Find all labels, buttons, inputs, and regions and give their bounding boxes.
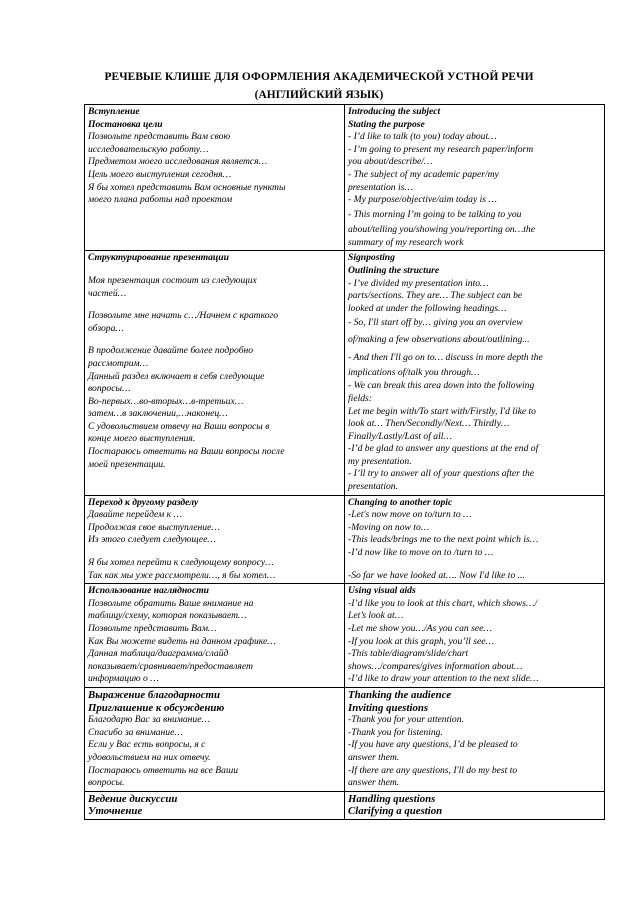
- phrase-line: показывает/сравнивает/предоставляет: [88, 660, 253, 672]
- cell-en-visual-aids: [345, 584, 605, 688]
- section-heading: Inviting questions: [348, 701, 429, 714]
- phrase-line: Так как мы уже рассмотрели…, я бы хотел…: [88, 569, 276, 581]
- phrase-line: Позвольте представить Вам свою: [88, 131, 231, 143]
- phrase-line: -Let me show you…/As you can see…: [348, 623, 492, 634]
- phrase-line: my presentation.: [348, 455, 412, 467]
- phrase-line: - I’m going to present my research paper/inform: [348, 143, 534, 155]
- phrase-line: look at… Then/Secondly/Next… Thirdly…: [348, 418, 510, 430]
- phrase-line: Если у Вас есть вопросы, я с: [88, 739, 206, 751]
- phrase-line: of/making a few observations about/outlining...: [348, 334, 530, 346]
- phrase-line: you about/describe/…: [348, 156, 433, 168]
- phrase-line: -Moving on now to…: [348, 521, 430, 533]
- phrase-line: -If there are any questions, I'll do my best to: [348, 764, 518, 776]
- phrase-line: обзора…: [88, 322, 124, 334]
- cell-en-thanks: [345, 687, 605, 791]
- cell-en-discussion: [345, 791, 605, 819]
- section-heading: Handling questions: [348, 792, 436, 805]
- phrase-line: конце моего выступления.: [88, 433, 196, 445]
- phrase-line: summary of my research work: [348, 236, 464, 248]
- phrase-line: удовольствием на них отвечу.: [88, 751, 211, 763]
- section-heading: Переход к другому разделу: [88, 496, 199, 508]
- phrase-line: Во-первых…во-вторых…в-третьих…: [88, 395, 244, 407]
- phrase-line: - This morning I’m going to be talking to you: [348, 208, 522, 220]
- phrase-line: - And then I'll go on to… discuss in more depth the: [348, 352, 543, 364]
- section-heading: Changing to another topic: [348, 496, 453, 508]
- phrase-line: -Let's now move on to/turn to …: [348, 509, 472, 521]
- cell-en-transition: [345, 495, 605, 584]
- document-title: [40, 68, 598, 104]
- phrase-line: -I’d now like to move on to /turn to …: [348, 547, 494, 559]
- section-heading: Ведение дискуссии: [88, 792, 178, 805]
- phrase-line: Let me begin with/To start with/Firstly, I'd like to: [348, 405, 536, 417]
- phrase-line: вопросы.: [88, 777, 125, 789]
- phrase-line: Спасибо за внимание…: [88, 726, 183, 738]
- title-line-1: РЕЧЕВЫЕ КЛИШЕ ДЛЯ ОФОРМЛЕНИЯ АКАДЕМИЧЕСКОЙ УСТНОЙ РЕЧИ: [104, 71, 534, 83]
- cell-ru-discussion: [85, 791, 345, 819]
- phrase-line: looked at under the following headings…: [348, 302, 507, 314]
- cell-ru-introduction: [85, 105, 345, 251]
- phrase-line: -I’d like to draw your attention to the next slide…: [348, 673, 539, 685]
- phrase-line: -If you look at this graph, you’ll see…: [348, 635, 495, 647]
- section-heading: Outlining the structure: [348, 264, 440, 276]
- phrase-line: - I’ll try to answer all of your questions after the: [348, 468, 534, 480]
- phrase-line: Постараюсь ответить на все Ваши: [88, 764, 238, 776]
- phrase-line: - I’d like to talk (to you) today about…: [348, 131, 497, 143]
- phrase-line: Данный раздел включает в себя следующие: [88, 370, 265, 382]
- phrase-line: рассмотрим…: [88, 357, 149, 369]
- phrase-line: Я бы хотел перейти к следующему вопросу…: [88, 557, 274, 569]
- phrase-line: Продолжая свое выступление…: [88, 521, 220, 533]
- phrase-line: shows…/compares/gives information about…: [348, 660, 523, 672]
- cell-ru-thanks: [85, 687, 345, 791]
- phrase-line: Постараюсь ответить на Ваши вопросы после: [88, 446, 285, 458]
- phrase-line: - So, I'll start off by… giving you an overview: [348, 317, 523, 329]
- table-row-transition: [85, 495, 605, 584]
- table-row-thanks: [85, 687, 605, 791]
- phrase-line: Давайте перейдем к …: [88, 509, 183, 521]
- section-heading: Introducing the subject: [348, 106, 441, 117]
- phrase-line: частей…: [88, 287, 127, 299]
- phrase-line: -Thank you for your attention.: [348, 714, 464, 726]
- table-row-discussion: [85, 791, 605, 819]
- section-heading: Using visual aids: [348, 585, 416, 597]
- cell-ru-visual-aids: [85, 584, 345, 688]
- phrase-line: - My purpose/objective/aim today is …: [348, 194, 497, 206]
- phrase-line: Я бы хотел представить Вам основные пункты: [88, 181, 286, 193]
- phrases-table: [84, 104, 605, 820]
- phrase-line: about/telling you/showing you/reporting on…the: [348, 223, 535, 235]
- phrase-line: затем…в заключении,…наконец…: [88, 408, 228, 420]
- phrase-line: Цель моего выступления сегодня…: [88, 168, 232, 180]
- phrase-line: С удовольствием отвечу на Ваши вопросы в: [88, 420, 270, 432]
- phrase-line: -This leads/brings me to the next point which is…: [348, 534, 539, 546]
- section-heading: Постановка цели: [88, 118, 163, 130]
- section-heading: Вступление: [88, 106, 140, 117]
- phrase-line: Let’s look at…: [348, 610, 404, 622]
- phrase-line: Благодарю Вас за внимание…: [88, 714, 211, 726]
- section-heading: Приглашение к обсуждению: [88, 701, 225, 714]
- table-row-introduction: [85, 105, 605, 251]
- cell-ru-transition: [85, 495, 345, 584]
- phrase-line: моего плана работы над проектом: [88, 194, 233, 206]
- phrase-line: Данная таблица/диаграмма/слайд: [88, 648, 229, 660]
- table-row-visual-aids: [85, 584, 605, 688]
- cell-en-structure: [345, 251, 605, 495]
- phrase-line: -If you have any questions, I’d be pleased to: [348, 739, 518, 751]
- phrase-line: - The subject of my academic paper/my: [348, 168, 499, 180]
- section-heading: Clarifying a question: [348, 805, 443, 818]
- phrase-line: parts/sections. They are… The subject can be: [348, 290, 523, 302]
- phrase-line: -I’d like you to look at this chart, which shows…/: [348, 597, 538, 609]
- cell-en-introduction: [345, 105, 605, 251]
- phrase-line: моей презентации.: [88, 458, 166, 470]
- table-row-structure: [85, 251, 605, 495]
- section-heading: Thanking the audience: [348, 688, 452, 701]
- phrase-line: presentation.: [348, 481, 399, 493]
- cell-ru-structure: [85, 251, 345, 495]
- phrase-line: presentation is…: [348, 181, 413, 193]
- phrase-line: answer them.: [348, 751, 400, 763]
- phrase-line: Моя презентация состоит из следующих: [88, 274, 257, 286]
- phrase-line: Позвольте мне начать с…/Начнем с краткого: [88, 310, 279, 322]
- phrase-line: исследовательскую работу…: [88, 143, 209, 155]
- title-line-2: (АНГЛИЙСКИЙ ЯЗЫК): [254, 89, 384, 101]
- phrase-line: Из этого следует следующее…: [88, 534, 216, 546]
- phrase-line: информацию о …: [88, 673, 159, 685]
- section-heading: Уточнение: [88, 805, 143, 818]
- section-heading: Использование наглядности: [88, 585, 210, 597]
- phrase-line: fields:: [348, 392, 372, 404]
- phrase-line: Позвольте обратить Ваше внимание на: [88, 597, 254, 609]
- phrase-line: Предметом моего исследования является…: [88, 156, 268, 168]
- phrase-line: Как Вы можете видеть на данном графике…: [88, 635, 276, 647]
- section-heading: Структурирование презентации: [88, 252, 229, 264]
- phrase-line: -So far we have looked at…. Now I'd like to ...: [348, 569, 525, 581]
- phrase-line: -This table/diagram/slide/chart: [348, 648, 469, 660]
- phrase-line: В продолжение давайте более подробно: [88, 345, 254, 357]
- phrase-line: -Thank you for listening.: [348, 726, 443, 738]
- phrase-line: Finally/Lastly/Last of all…: [348, 430, 452, 442]
- section-heading: Stating the purpose: [348, 118, 425, 130]
- phrase-line: вопросы…: [88, 383, 131, 395]
- phrase-line: answer them.: [348, 777, 400, 789]
- phrase-line: - We can break this area down into the following: [348, 380, 535, 392]
- section-heading: Signposting: [348, 252, 395, 264]
- phrase-line: implications of/talk you through…: [348, 367, 480, 379]
- phrase-line: Позвольте представить Вам…: [88, 623, 217, 634]
- phrase-line: -I’d be glad to answer any questions at the end of: [348, 443, 539, 455]
- section-heading: Выражение благодарности: [88, 688, 220, 701]
- phrase-line: таблицу/схему, которая показывает…: [88, 610, 247, 622]
- phrase-line: - I’ve divided my presentation into…: [348, 277, 489, 289]
